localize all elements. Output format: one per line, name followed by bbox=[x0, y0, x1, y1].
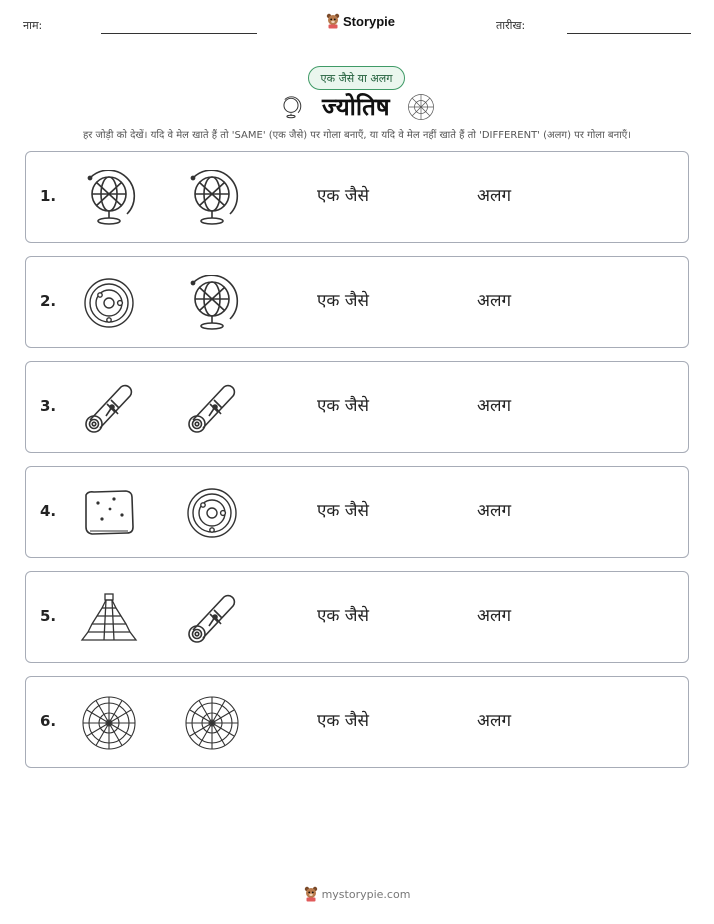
storypie-logo bbox=[326, 13, 395, 29]
exercise-row bbox=[25, 571, 689, 663]
name-field-line[interactable] bbox=[101, 33, 257, 34]
exercise-row bbox=[25, 256, 689, 348]
row-number: 4. bbox=[40, 502, 57, 520]
scroll-icon bbox=[80, 380, 138, 436]
instructions-text: हर जोड़ी को देखें। यदि वे मेल खाते हैं तो 'SAME' (एक जैसे) पर गोला बनाएँ, या यदि वे मेल नहीं खाते हैं तो 'DIFFERENT' (अलग) पर गोला बनाएँ। bbox=[82, 130, 632, 141]
date-label: तारीख: bbox=[496, 19, 526, 32]
exercise-row bbox=[25, 466, 689, 558]
same-option[interactable]: एक जैसे bbox=[317, 396, 369, 416]
worksheet-title: ज्योतिष bbox=[322, 93, 390, 121]
footer bbox=[0, 886, 714, 902]
exercise-row bbox=[25, 676, 689, 768]
orbit-icon bbox=[183, 485, 241, 541]
orbit-icon bbox=[80, 275, 138, 331]
different-option[interactable]: अलग bbox=[477, 396, 512, 416]
bear-logo-icon bbox=[304, 886, 318, 902]
row-number: 3. bbox=[40, 397, 57, 415]
globe-icon bbox=[279, 92, 303, 126]
row-number: 2. bbox=[40, 292, 57, 310]
date-field-line[interactable] bbox=[567, 33, 691, 34]
different-option[interactable]: अलग bbox=[477, 606, 512, 626]
scroll-icon bbox=[183, 590, 241, 646]
exercise-row bbox=[25, 361, 689, 453]
logo-text: Storypie bbox=[343, 13, 396, 29]
globe-icon bbox=[80, 170, 138, 226]
zodiac-wheel-icon bbox=[80, 695, 138, 751]
footer-site-link[interactable]: mystorypie.com bbox=[321, 887, 411, 901]
different-option[interactable]: अलग bbox=[477, 711, 512, 731]
globe-icon bbox=[183, 275, 241, 331]
different-option[interactable]: अलग bbox=[477, 186, 512, 206]
pyramid-icon bbox=[80, 590, 138, 646]
zodiac-wheel-icon bbox=[183, 695, 241, 751]
name-label: नाम: bbox=[23, 19, 43, 32]
zodiac-wheel-icon bbox=[406, 93, 436, 125]
same-option[interactable]: एक जैसे bbox=[317, 186, 369, 206]
scroll-icon bbox=[183, 380, 241, 436]
row-number: 5. bbox=[40, 607, 57, 625]
same-option[interactable]: एक जैसे bbox=[317, 606, 369, 626]
bear-logo-icon bbox=[326, 13, 340, 29]
row-number: 1. bbox=[40, 187, 57, 205]
same-option[interactable]: एक जैसे bbox=[317, 501, 369, 521]
worksheet-type-badge: एक जैसे या अलग bbox=[308, 66, 405, 90]
same-option[interactable]: एक जैसे bbox=[317, 291, 369, 311]
globe-icon bbox=[183, 170, 241, 226]
row-number: 6. bbox=[40, 712, 57, 730]
stone-tablet-icon bbox=[80, 485, 138, 541]
exercise-row bbox=[25, 151, 689, 243]
different-option[interactable]: अलग bbox=[477, 501, 512, 521]
same-option[interactable]: एक जैसे bbox=[317, 711, 369, 731]
different-option[interactable]: अलग bbox=[477, 291, 512, 311]
